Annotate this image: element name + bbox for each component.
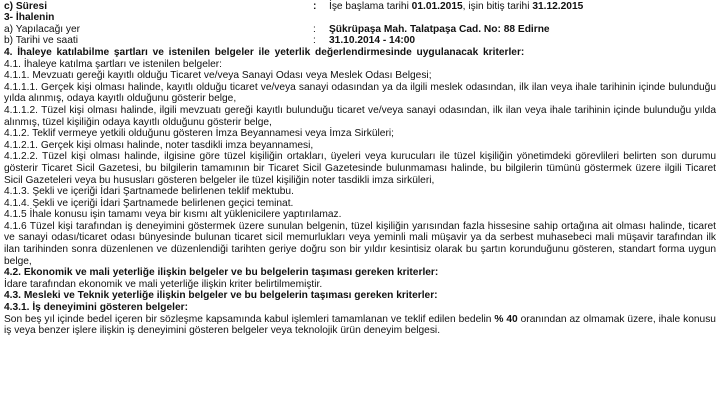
para-4-1-5: 4.1.5 İhale konusu işin tamamı veya bir kısmı alt yüklenicilere yaptırılamaz.	[4, 209, 342, 221]
datetime-sep: :	[313, 35, 316, 47]
para-4-1-1-2: 4.1.1.2. Tüzel kişi olması halinde, ilgili mevzuatı gereği kayıtlı bulunduğu ticaret ve/veya sanayi odasından, ilk ilan veya ihale tarihinin içinde bulunduğu yılda alınmış, tüzel kişiliğin odaya kayıtlı olduğunu gösterir belge,	[4, 104, 716, 128]
place-value: Şükrüpaşa Mah. Talatpaşa Cad. No: 88 Edirne	[329, 23, 550, 35]
para-4-1: 4.1. İhaleye katılma şartları ve istenilen belgeler:	[4, 58, 223, 70]
para-4-1-2-2: 4.1.2.2. Tüzel kişi olması halinde, ilgisine göre tüzel kişiliğin ortakları, üyeleri veya kurucuları ile tüzel kişiliğin yönetimdeki görevlileri belirten son durumu gösterir Ticaret Sicil Gazetesi, bu bilgilerin tamamının bir Ticaret Sicil Gazetesinde bulunmaması halinde, bu bilgilerin tümünü göstermek üzere ilgili Ticaret Sicil Gazeteleri veya bu hususları gösteren belgeler ile tüzel kişiliğin noter tasdikli imza sirküleri,	[4, 151, 716, 186]
duration-row	[4, 1, 716, 13]
para-4-3: 4.3. Mesleki ve Teknik yeterliğe ilişkin belgeler ve bu belgelerin taşıması gereken kriterler:	[4, 290, 438, 302]
para-4-1-2: 4.1.2. Teklif vermeye yetkili olduğunu gösteren İmza Beyannamesi veya İmza Sirküleri;	[4, 128, 394, 140]
place-label: a) Yapılacağı yer	[4, 23, 81, 35]
para-4-1-1: 4.1.1. Mevzuatı gereği kayıtlı olduğu Ticaret ve/veya Sanayi Odası veya Meslek Odası Belgesi;	[4, 70, 432, 82]
duration-sep: :	[313, 0, 317, 12]
datetime-label: b) Tarihi ve saati	[4, 35, 78, 47]
para-4-2-body: İdare tarafından ekonomik ve mali yeterliğe ilişkin kriter belirtilmemiştir.	[4, 278, 323, 290]
para-4-2: 4.2. Ekonomik ve mali yeterliğe ilişkin belgeler ve bu belgelerin taşıması gereken kriterler:	[4, 267, 439, 279]
duration-label: c) Süresi	[4, 0, 48, 12]
datetime-row	[4, 35, 716, 47]
duration-value: İşe başlama tarihi 01.01.2015, işin bitiş tarihi 31.12.2015	[329, 0, 584, 12]
para-4-1-4: 4.1.4. Şekli ve içeriği İdari Şartnamede belirlenen geçici teminat.	[4, 197, 294, 209]
place-sep: :	[313, 23, 316, 35]
para-4-3-1: 4.3.1. İş deneyimini gösteren belgeler:	[4, 302, 189, 314]
para-4-1-1-1: 4.1.1.1. Gerçek kişi olması halinde, kayıtlı olduğu ticaret ve/veya sanayi odasından ya da ilgili meslek odasından, ilk ilan veya ihale tarihinin içinde bulunduğu yılda alınmış, odaya kayıtlı olduğunu gösterir belge,	[4, 81, 716, 105]
para-4-1-2-1: 4.1.2.1. Gerçek kişi olması halinde, noter tasdikli imza beyannamesi,	[4, 139, 314, 151]
place-row	[4, 24, 716, 36]
para-4-3-1-body: Son beş yıl içinde bedel içeren bir sözleşme kapsamında kabul işlemleri tamamlanan ve teklif edilen bedelin % 40 oranından az olmamak üzere, ihale konusu iş veya benzer işlere ilişkin iş deneyimini gösteren belgeler veya teknolojik ürün deneyim belgesi.	[4, 313, 716, 337]
para-4-1-3: 4.1.3. Şekli ve içeriği İdari Şartnamede belirlenen teklif mektubu.	[4, 186, 294, 198]
section-3-title: 3- İhalenin	[4, 12, 55, 24]
para-4-1-6: 4.1.6 Tüzel kişi tarafından iş deneyimini göstermek üzere sunulan belgenin, tüzel kişiliğin yarısından fazla hissesine sahip ortağına ait olması halinde, ticaret ve sanayi odası/ticaret odası bünyesinde bulunan ticaret sicil memurlukları veya yeminli mali müşavir ya da serbest muhasebeci mali müşavir tarafından ilk ilan tarihinden sonra düzenlenen ve düzenlendiği tarihten geriye doğru son bir yıldır kesintisiz olarak bu şartın korunduğunu gösteren, standart forma uygun belge,	[4, 220, 716, 267]
section-4-title: 4. İhaleye katılabilme şartları ve istenilen belgeler ile yeterlik değerlendirmesinde uygulanacak kriterler:	[4, 46, 525, 58]
datetime-value: 31.10.2014 - 14:00	[329, 35, 416, 47]
